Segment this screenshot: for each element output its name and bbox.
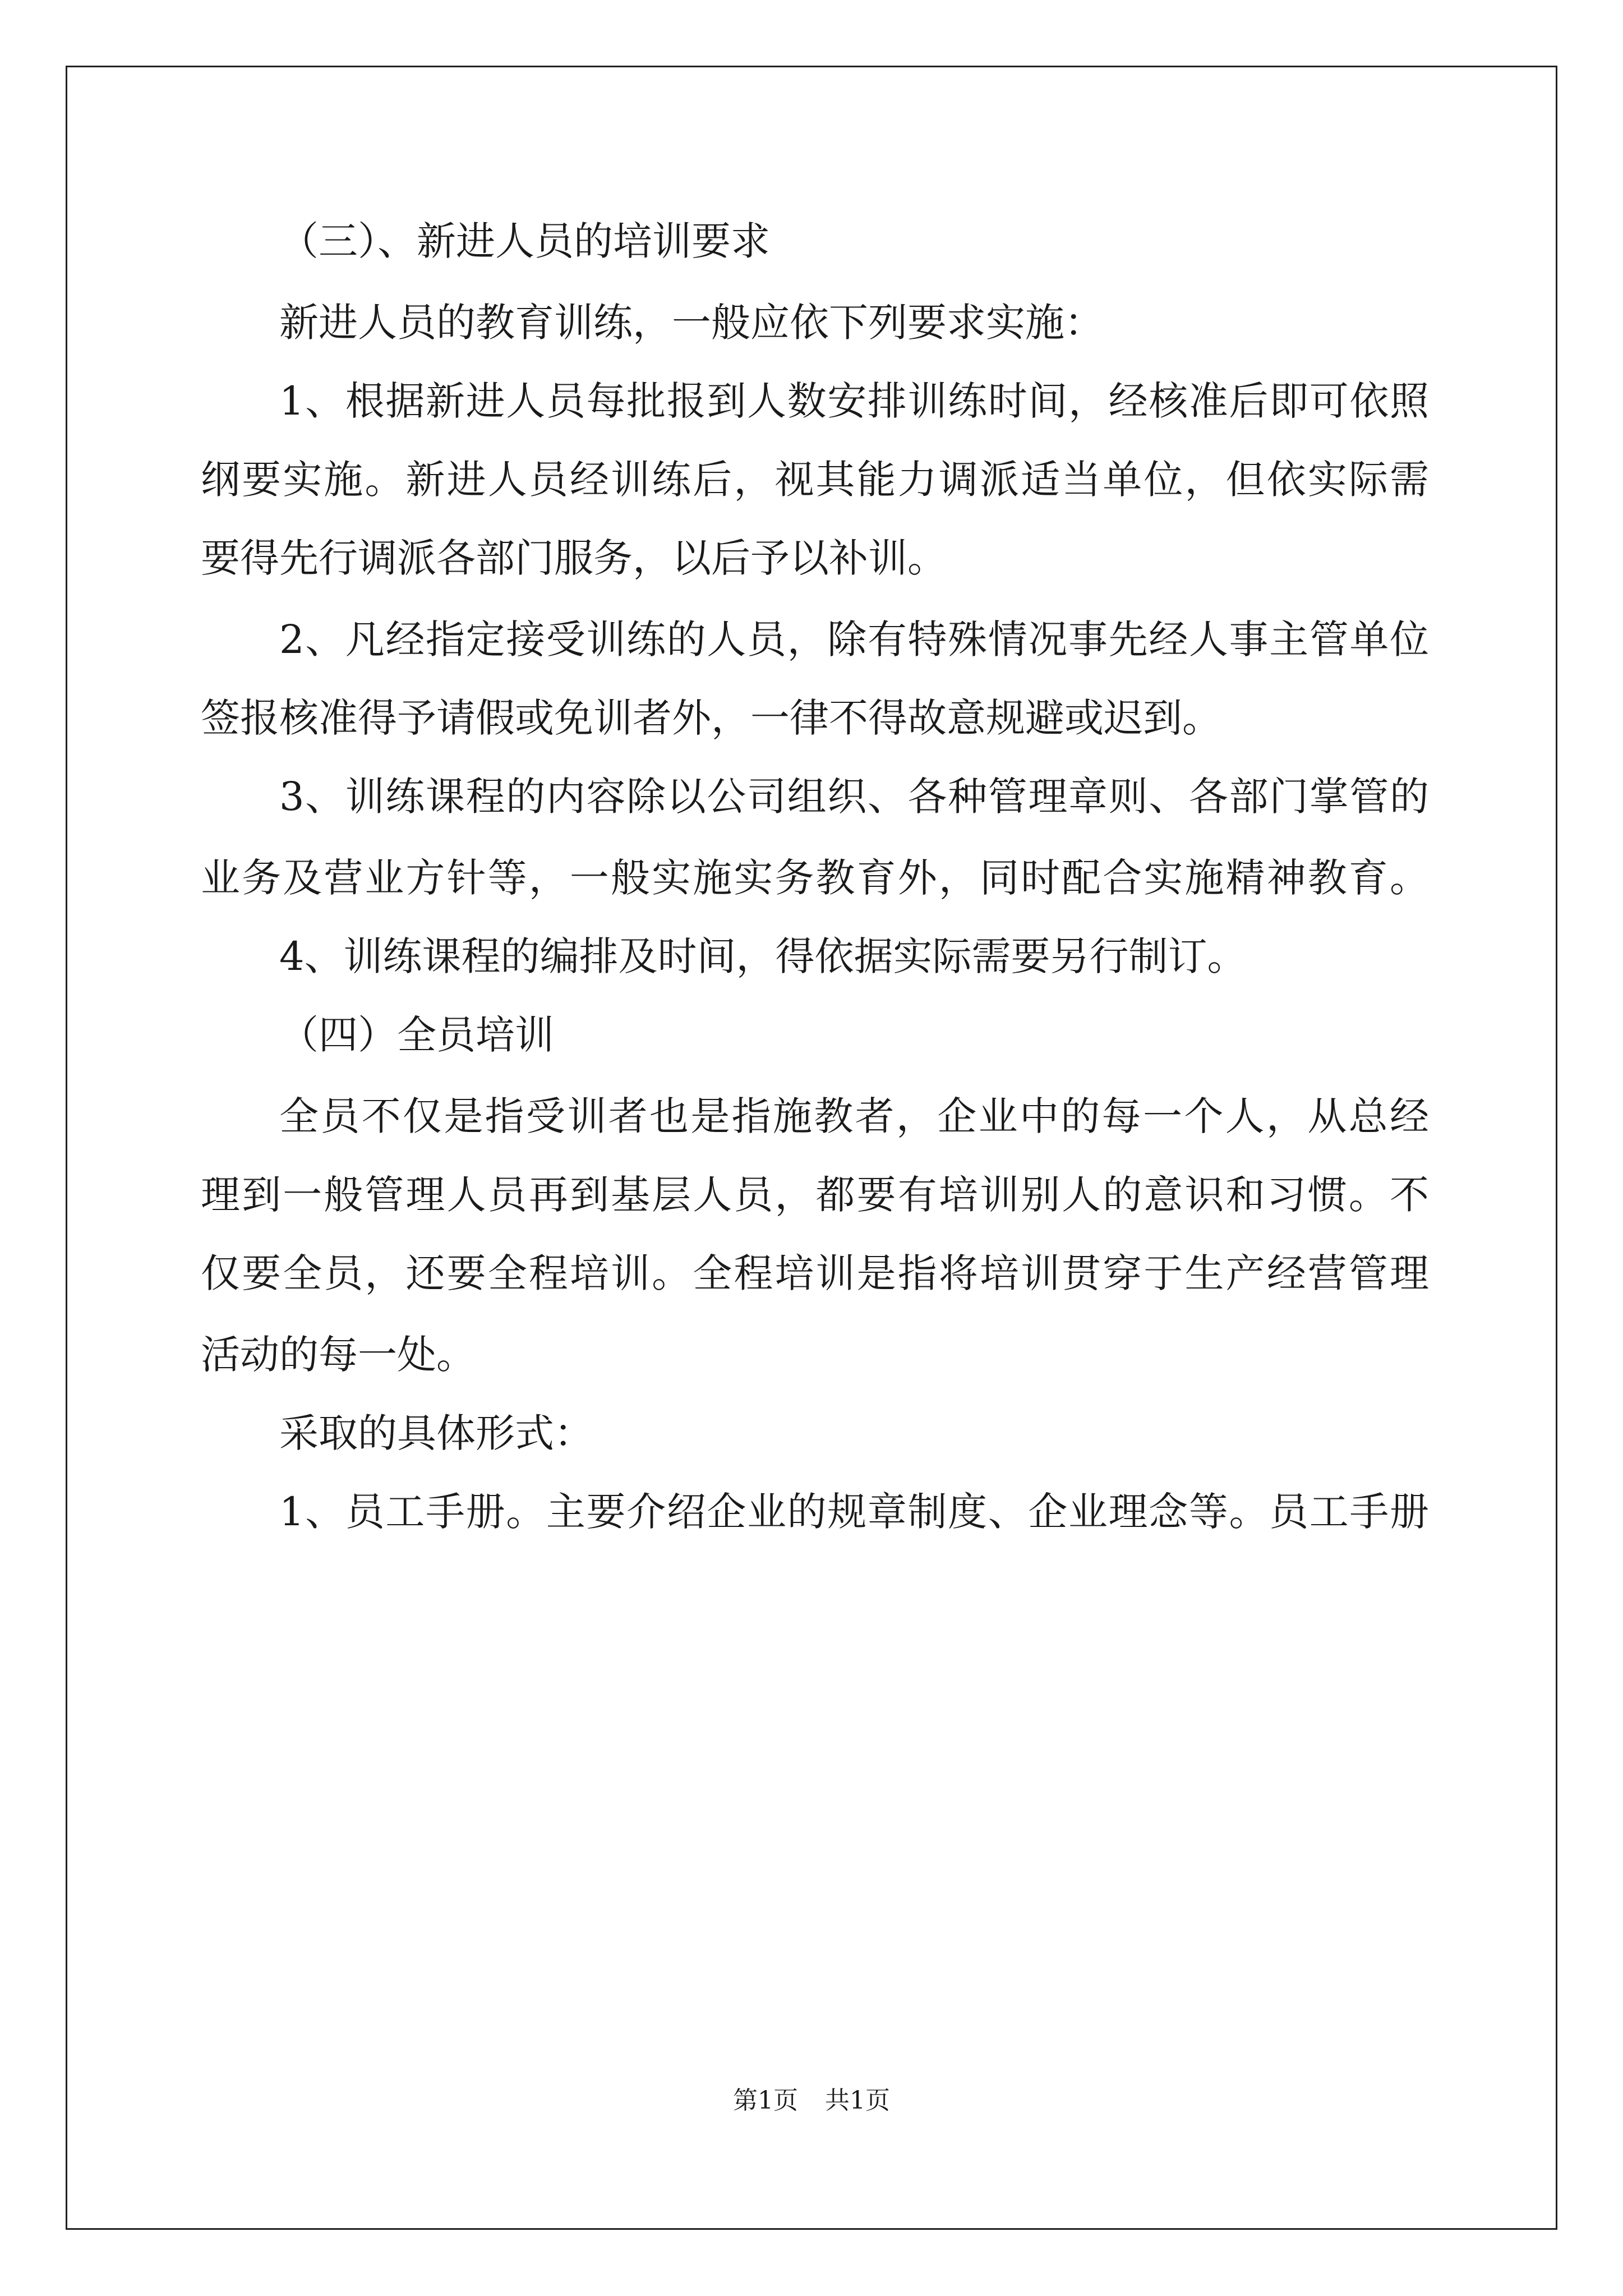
paragraph-line: 活动的每一处。	[201, 1332, 476, 1378]
paragraph-line: 1、员工手册。主要介绍企业的规章制度、企业理念等。员工手册	[279, 1489, 1429, 1535]
paragraph-line: 全员不仅是指受训者也是指施教者，企业中的每一个人，从总经	[279, 1093, 1429, 1139]
page-total: 共1页	[825, 2086, 890, 2115]
section-heading-4: （四）全员培训	[279, 1012, 554, 1058]
paragraph-line: 新进人员的教育训练，一般应依下列要求实施：	[279, 300, 1104, 346]
paragraph-line: 业务及营业方针等，一般实施实务教育外，同时配合实施精神教育。	[201, 855, 1429, 901]
paragraph-line: 纲要实施。新进人员经训练后，视其能力调派适当单位，但依实际需	[201, 457, 1429, 503]
paragraph-line: 4、训练课程的编排及时间，得依据实际需要另行制订。	[279, 933, 1247, 979]
paragraph-line: 签报核准得予请假或免训者外，一律不得故意规避或迟到。	[201, 695, 1221, 741]
section-heading-3: （三）、新进人员的培训要求	[279, 218, 770, 264]
paragraph-line: 2、凡经指定接受训练的人员，除有特殊情况事先经人事主管单位	[279, 616, 1429, 662]
paragraph-line: 仅要全员，还要全程培训。全程培训是指将培训贯穿于生产经营管理	[201, 1250, 1429, 1296]
paragraph-line: 1、根据新进人员每批报到人数安排训练时间，经核准后即可依照	[279, 378, 1429, 424]
paragraph-line: 理到一般管理人员再到基层人员，都要有培训别人的意识和习惯。不	[201, 1172, 1429, 1218]
paragraph-line: 采取的具体形式：	[279, 1410, 593, 1456]
paragraph-line: 3、训练课程的内容除以公司组织、各种管理章则、各部门掌管的	[279, 774, 1429, 820]
paragraph-line: 要得先行调派各部门服务，以后予以补训。	[201, 535, 947, 581]
page-number: 第1页	[733, 2086, 798, 2115]
page-footer	[0, 2084, 1623, 2118]
